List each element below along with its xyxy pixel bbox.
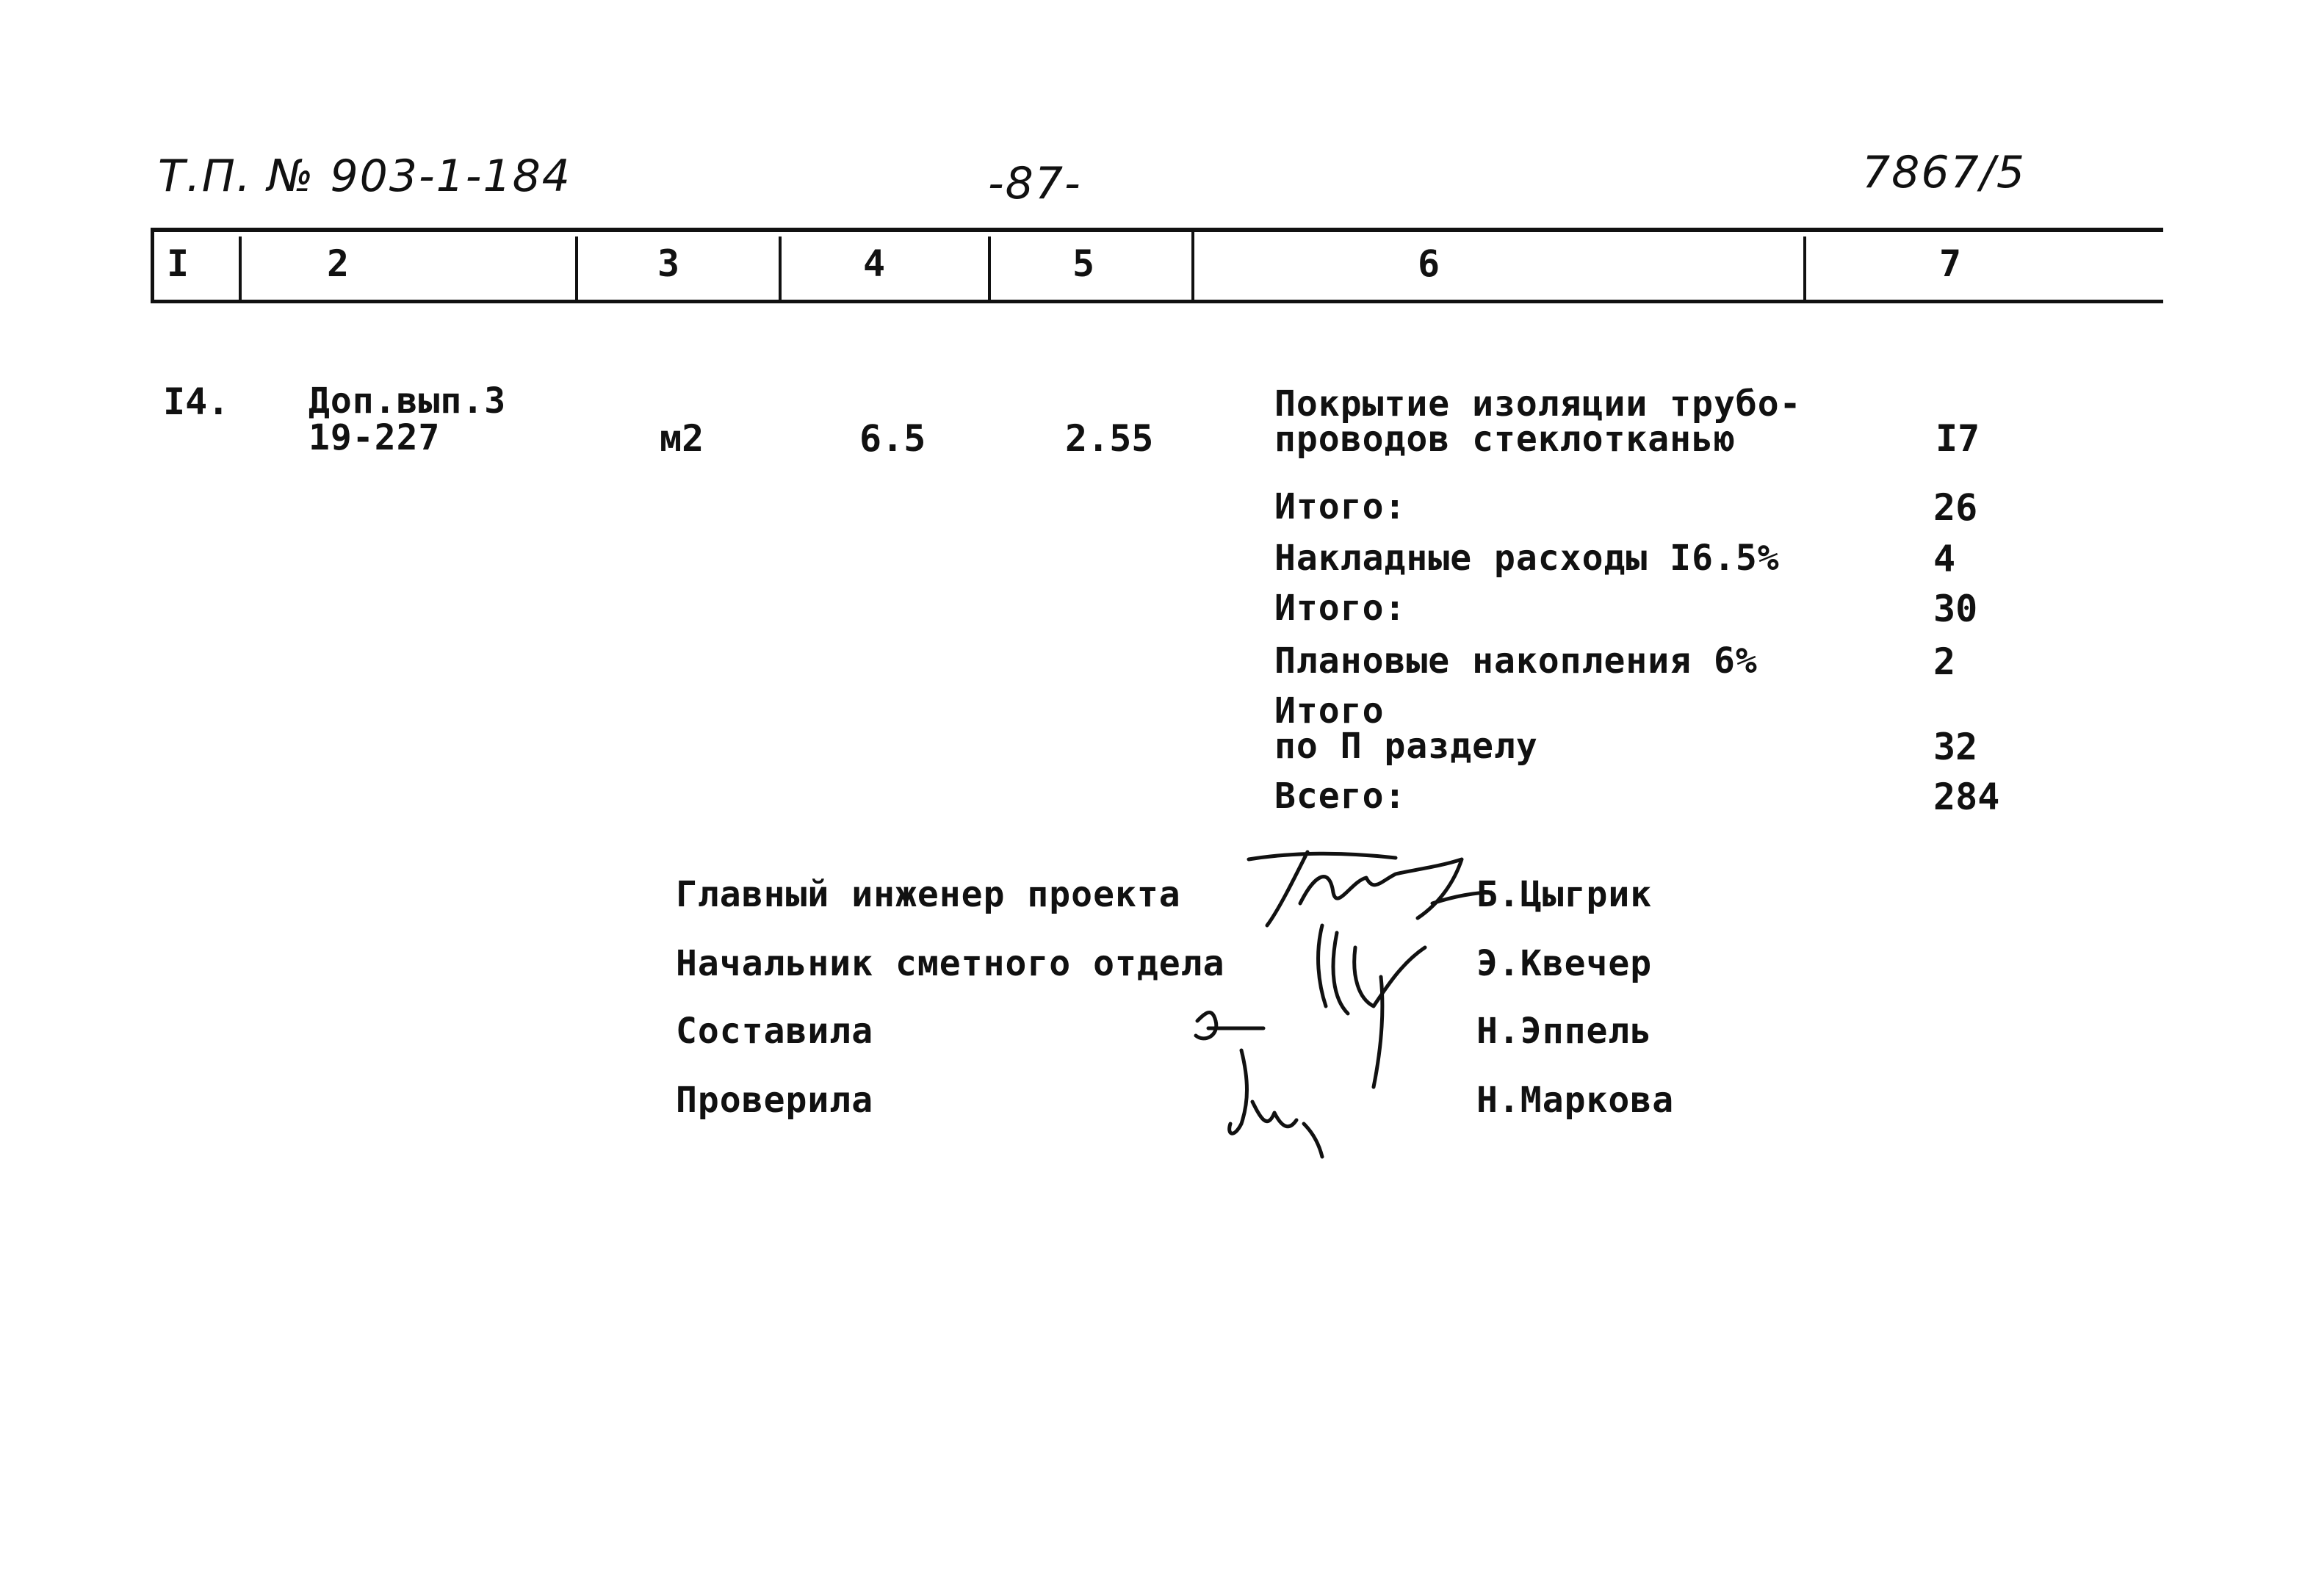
totals-value: 32 <box>1933 726 1978 768</box>
signer-role: Главный инженер проекта <box>676 874 1181 915</box>
unit: м2 <box>660 417 704 460</box>
signer-role: Начальник сметного отдела <box>676 943 1225 984</box>
page-number: -87- <box>988 158 1082 209</box>
signature-chief-engineer <box>1249 852 1491 925</box>
signer-role: Составила <box>676 1011 874 1052</box>
cost: I7 <box>1936 417 1980 460</box>
document-number: Т.П. № 903-1-184 <box>158 151 571 202</box>
description-line-2: проводов стеклотканью <box>1274 419 1736 460</box>
column-number: I <box>166 242 190 285</box>
reference-line-2: 19-227 <box>309 417 441 458</box>
totals-value: 26 <box>1933 486 1978 529</box>
column-number: 4 <box>862 242 886 285</box>
totals-label: Всего: <box>1274 776 1407 817</box>
description-line-1: Покрытие изоляции трубо- <box>1274 383 1802 425</box>
totals-value: 4 <box>1933 538 1956 580</box>
sheet-code: 7867/5 <box>1862 147 2027 198</box>
totals-value: 30 <box>1933 588 1978 630</box>
unit-price: 2.55 <box>1065 417 1154 460</box>
totals-label: Накладные расходы I6.5% <box>1274 538 1780 579</box>
signature-estimate-head <box>1318 925 1425 1087</box>
signer-name: Н.Маркова <box>1476 1080 1675 1121</box>
quantity: 6.5 <box>859 417 926 460</box>
column-number: 3 <box>657 242 680 285</box>
totals-label: Итого: <box>1274 486 1407 527</box>
column-number: 5 <box>1072 242 1095 285</box>
totals-label: Плановые накопления 6% <box>1274 640 1758 682</box>
totals-label: по П разделу <box>1274 726 1538 767</box>
signer-name: Н.Эппель <box>1476 1011 1653 1052</box>
totals-value: 2 <box>1933 640 1956 683</box>
column-number: 7 <box>1938 242 1962 285</box>
signer-role: Проверила <box>676 1080 874 1121</box>
signer-name: Э.Квечер <box>1476 943 1653 984</box>
signature-compiler <box>1196 1012 1263 1038</box>
column-number: 6 <box>1417 242 1440 285</box>
signer-name: Б.Цыгрик <box>1476 874 1653 915</box>
totals-label: Итого: <box>1274 588 1407 629</box>
totals-label: Итого <box>1274 690 1385 732</box>
row-number: I4. <box>163 380 230 423</box>
totals-value: 284 <box>1933 776 2000 818</box>
signature-checker <box>1230 1050 1322 1157</box>
column-number: 2 <box>326 242 350 285</box>
reference-line-1: Доп.вып.3 <box>309 380 507 422</box>
